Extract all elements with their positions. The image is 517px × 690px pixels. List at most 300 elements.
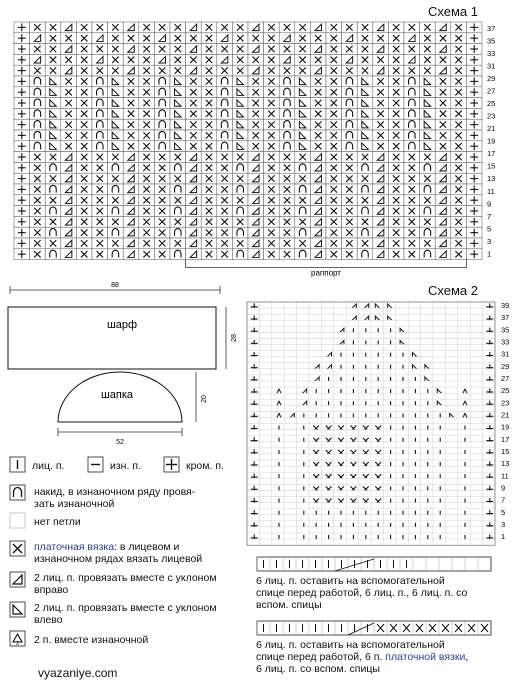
scheme2-cell bbox=[297, 326, 309, 332]
scheme2-cell bbox=[309, 418, 321, 424]
scheme2-cell bbox=[433, 363, 445, 369]
scheme2-cell bbox=[259, 497, 271, 503]
scheme2-cell bbox=[359, 430, 371, 436]
scheme2-cell bbox=[371, 320, 383, 326]
scheme2-cell bbox=[470, 515, 482, 521]
cable2-label: 6 лиц. п. оставить на вспомогательной спице перед работой, 6 п. платочной вязки, 6 лиц. п. со вспом. спицы bbox=[256, 639, 469, 675]
scheme2-cell bbox=[383, 442, 395, 448]
scheme2-cell bbox=[309, 454, 321, 460]
scheme2-cell bbox=[458, 320, 470, 326]
scheme2-cell bbox=[334, 539, 346, 545]
scheme2-cell bbox=[334, 490, 346, 496]
scheme2-cell bbox=[383, 418, 395, 424]
scheme2-cell bbox=[396, 503, 408, 509]
scheme2-cell bbox=[259, 387, 271, 393]
scheme2-cell bbox=[470, 448, 482, 454]
scheme2-cell bbox=[259, 430, 271, 436]
scheme2-cell bbox=[259, 399, 271, 405]
scheme2-cell bbox=[445, 442, 457, 448]
scheme2-cell bbox=[284, 497, 296, 503]
scheme2-cell bbox=[483, 442, 495, 448]
scheme2-cell bbox=[383, 515, 395, 521]
scheme2-cell bbox=[334, 418, 346, 424]
scheme1-row-number: 19 bbox=[487, 136, 496, 146]
scheme2-cell bbox=[408, 515, 420, 521]
scheme2-cell bbox=[321, 490, 333, 496]
scheme2-cell bbox=[408, 430, 420, 436]
cable2-icon bbox=[257, 621, 491, 635]
scheme2-cell bbox=[408, 405, 420, 411]
scheme1-row-number: 13 bbox=[487, 174, 496, 184]
scheme2-cell bbox=[483, 332, 495, 338]
scheme2-cell bbox=[284, 363, 296, 369]
scheme2-cell bbox=[259, 515, 271, 521]
hat-width-label: 52 bbox=[116, 439, 124, 446]
scheme2-cell bbox=[458, 369, 470, 375]
scheme2-cell bbox=[297, 381, 309, 387]
scheme2-cell bbox=[445, 308, 457, 314]
scheme2-cell bbox=[259, 308, 271, 314]
scheme2-cell bbox=[334, 369, 346, 375]
scheme2-cell bbox=[445, 314, 457, 320]
scheme2-cell bbox=[359, 369, 371, 375]
scheme2-cell bbox=[346, 539, 358, 545]
scheme2-cell bbox=[272, 302, 284, 308]
scheme2-cell bbox=[259, 411, 271, 417]
scheme2-cell bbox=[470, 497, 482, 503]
scheme2-cell bbox=[433, 515, 445, 521]
scheme2-cell bbox=[284, 454, 296, 460]
scheme2-cell bbox=[321, 405, 333, 411]
scheme2-cell bbox=[309, 405, 321, 411]
scheme2-cell bbox=[458, 418, 470, 424]
scheme2-cell bbox=[334, 515, 346, 521]
scheme2-cell bbox=[359, 393, 371, 399]
scheme2-cell bbox=[445, 460, 457, 466]
scheme2-cell bbox=[483, 490, 495, 496]
scheme2-cell bbox=[445, 393, 457, 399]
scheme2-cell bbox=[445, 326, 457, 332]
scheme2-cell bbox=[284, 533, 296, 539]
scheme2-cell bbox=[470, 521, 482, 527]
scheme2-cell bbox=[272, 442, 284, 448]
scheme2-cell bbox=[408, 454, 420, 460]
scheme2-cell bbox=[458, 357, 470, 363]
scheme2-cell bbox=[421, 369, 433, 375]
scheme2-cell bbox=[470, 539, 482, 545]
scheme2-cell bbox=[470, 399, 482, 405]
scheme2-cell bbox=[396, 381, 408, 387]
scheme2-cell bbox=[383, 369, 395, 375]
scheme2-cell bbox=[483, 466, 495, 472]
scheme2-cell bbox=[433, 527, 445, 533]
scheme2-cell bbox=[408, 302, 420, 308]
scheme2-cell bbox=[321, 345, 333, 351]
scheme2-cell bbox=[433, 345, 445, 351]
scheme2-cell bbox=[383, 320, 395, 326]
scheme2-cell bbox=[259, 375, 271, 381]
scheme2-cell bbox=[445, 418, 457, 424]
scheme2-cell bbox=[359, 478, 371, 484]
scheme2-cell bbox=[259, 332, 271, 338]
scheme2-cell bbox=[470, 351, 482, 357]
scheme2-cell bbox=[346, 515, 358, 521]
scheme2-cell bbox=[309, 351, 321, 357]
scheme2-cell bbox=[359, 515, 371, 521]
scheme2-cell bbox=[284, 338, 296, 344]
scheme2-cell bbox=[470, 302, 482, 308]
scheme2-cell bbox=[396, 466, 408, 472]
scheme2-cell bbox=[445, 357, 457, 363]
scheme2-cell bbox=[309, 302, 321, 308]
scheme2-cell bbox=[470, 393, 482, 399]
yarnover-icon bbox=[10, 485, 25, 500]
scheme2-cell bbox=[458, 490, 470, 496]
scheme2-cell bbox=[297, 515, 309, 521]
scheme2-cell bbox=[259, 302, 271, 308]
scheme2-cell bbox=[483, 381, 495, 387]
scheme2-cell bbox=[421, 302, 433, 308]
scheme2-cell bbox=[408, 539, 420, 545]
scheme2-cell bbox=[396, 418, 408, 424]
scheme2-cell bbox=[371, 430, 383, 436]
scheme2-cell bbox=[445, 405, 457, 411]
scheme2-cell bbox=[470, 527, 482, 533]
scheme2-cell bbox=[297, 338, 309, 344]
scheme2-cell bbox=[470, 466, 482, 472]
scheme2-cell bbox=[470, 478, 482, 484]
scheme2-cell bbox=[297, 418, 309, 424]
scheme2-cell bbox=[483, 405, 495, 411]
scheme2-cell bbox=[371, 503, 383, 509]
scheme2-cell bbox=[408, 418, 420, 424]
scheme1-row-number: 21 bbox=[487, 124, 496, 134]
scheme2-cell bbox=[259, 539, 271, 545]
scheme2-cell bbox=[458, 539, 470, 545]
scheme2-cell bbox=[445, 387, 457, 393]
scheme2-cell bbox=[259, 320, 271, 326]
scheme2-cell bbox=[470, 430, 482, 436]
scheme2-row-number: 21 bbox=[501, 410, 510, 420]
scheme2-cell bbox=[383, 357, 395, 363]
scheme2-cell bbox=[272, 454, 284, 460]
scheme2-cell bbox=[321, 515, 333, 521]
scheme2-cell bbox=[421, 418, 433, 424]
scheme2-cell bbox=[284, 369, 296, 375]
scheme2-cell bbox=[259, 478, 271, 484]
scheme2-cell bbox=[421, 314, 433, 320]
scheme2-cell bbox=[458, 326, 470, 332]
scheme2-row-number: 15 bbox=[501, 446, 510, 456]
scheme2-cell bbox=[421, 478, 433, 484]
scheme2-cell bbox=[470, 509, 482, 515]
scheme2-cell bbox=[284, 332, 296, 338]
scheme2-cell bbox=[284, 503, 296, 509]
scheme2-cell bbox=[396, 405, 408, 411]
scheme2-cell bbox=[408, 332, 420, 338]
scheme2-cell bbox=[284, 460, 296, 466]
scheme2-cell bbox=[272, 490, 284, 496]
scheme2-cell bbox=[408, 345, 420, 351]
scheme2-cell bbox=[408, 503, 420, 509]
scheme2-cell bbox=[371, 454, 383, 460]
scheme2-cell bbox=[297, 375, 309, 381]
scheme2-cell bbox=[458, 503, 470, 509]
scheme2-cell bbox=[396, 478, 408, 484]
scheme2-cell bbox=[408, 320, 420, 326]
yarnover-label: накид, в изнаночном ряду провя- зать изнаночной bbox=[34, 486, 196, 510]
scheme2-cell bbox=[297, 503, 309, 509]
scheme2-cell bbox=[483, 369, 495, 375]
scheme2-cell bbox=[259, 484, 271, 490]
scheme2-cell bbox=[458, 478, 470, 484]
scheme2-cell bbox=[334, 308, 346, 314]
scheme2-cell bbox=[445, 527, 457, 533]
scheme2-cell bbox=[309, 320, 321, 326]
scheme2-cell bbox=[297, 442, 309, 448]
scheme2-row-number: 27 bbox=[501, 374, 510, 383]
scheme1-row-number: 7 bbox=[487, 211, 492, 221]
scheme2-cell bbox=[297, 302, 309, 308]
scheme2-cell bbox=[458, 405, 470, 411]
scheme2-cell bbox=[272, 393, 284, 399]
scheme2-cell bbox=[458, 454, 470, 460]
scheme2-cell bbox=[408, 442, 420, 448]
cable1-label: 6 лиц. п. оставить на вспомогательной спице перед работой, 6 лиц. п., 6 лиц. п. со вспом. спицы bbox=[256, 575, 468, 611]
scheme2-cell bbox=[284, 393, 296, 399]
scheme2-row-number: 29 bbox=[501, 361, 510, 371]
scheme2-cell bbox=[396, 539, 408, 545]
scheme2-cell bbox=[383, 405, 395, 411]
scheme2-cell bbox=[483, 345, 495, 351]
purl-stitch-icon bbox=[88, 457, 103, 472]
scheme2-cell bbox=[259, 345, 271, 351]
scheme2-cell bbox=[297, 357, 309, 363]
scheme1-row-number: 29 bbox=[487, 74, 496, 84]
p2tog-icon bbox=[10, 631, 25, 647]
scheme2-row-number: 17 bbox=[501, 434, 510, 444]
scheme2-cell bbox=[359, 539, 371, 545]
scheme1-row-number: 17 bbox=[487, 149, 496, 159]
repeat-label: раппорт bbox=[311, 268, 341, 278]
scheme2-cell bbox=[396, 314, 408, 320]
scheme2-cell bbox=[445, 338, 457, 344]
scheme2-cell bbox=[445, 497, 457, 503]
scheme2-cell bbox=[421, 454, 433, 460]
scheme2-cell bbox=[383, 490, 395, 496]
scheme2-cell bbox=[483, 418, 495, 424]
scheme2-cell bbox=[445, 369, 457, 375]
scheme2-cell bbox=[371, 490, 383, 496]
scheme2-cell bbox=[334, 454, 346, 460]
scheme2-cell bbox=[359, 527, 371, 533]
scheme2-cell bbox=[433, 442, 445, 448]
scheme2-cell bbox=[421, 490, 433, 496]
scheme2-cell bbox=[321, 308, 333, 314]
scheme2-cell bbox=[359, 308, 371, 314]
scheme2-cell bbox=[259, 509, 271, 515]
scheme2-cell bbox=[272, 515, 284, 521]
scheme2-cell bbox=[371, 539, 383, 545]
scheme2-cell bbox=[284, 314, 296, 320]
scheme2-cell bbox=[421, 345, 433, 351]
scheme2-cell bbox=[309, 326, 321, 332]
scheme2-cell bbox=[421, 308, 433, 314]
scheme2-cell bbox=[433, 405, 445, 411]
scheme2-cell bbox=[272, 326, 284, 332]
scheme2-cell bbox=[433, 369, 445, 375]
scheme2-cell bbox=[334, 503, 346, 509]
scheme2-cell bbox=[396, 515, 408, 521]
scheme2-cell bbox=[309, 393, 321, 399]
scheme2-row-number: 3 bbox=[501, 519, 506, 529]
scheme2-cell bbox=[421, 466, 433, 472]
scheme2-cell bbox=[259, 357, 271, 363]
scheme2-cell bbox=[445, 509, 457, 515]
scheme2-cell bbox=[284, 509, 296, 515]
scheme2-cell bbox=[259, 363, 271, 369]
scheme2-cell bbox=[458, 515, 470, 521]
scheme2-cell bbox=[297, 363, 309, 369]
scheme2-cell bbox=[445, 381, 457, 387]
scheme2-cell bbox=[483, 515, 495, 521]
scheme2-cell bbox=[383, 381, 395, 387]
scheme2-cell bbox=[433, 393, 445, 399]
scheme2-cell bbox=[445, 472, 457, 478]
scheme2-cell bbox=[284, 326, 296, 332]
scheme2-cell bbox=[383, 332, 395, 338]
scheme2-row-number: 7 bbox=[501, 495, 506, 505]
scarf-height-label: 28 bbox=[231, 334, 238, 342]
scheme2-cell bbox=[284, 515, 296, 521]
scheme2-row-number: 19 bbox=[501, 422, 510, 432]
scheme2-cell bbox=[421, 338, 433, 344]
scheme2-cell bbox=[309, 357, 321, 363]
scheme2-cell bbox=[458, 393, 470, 399]
scheme2-row-number: 13 bbox=[501, 459, 510, 469]
scheme2-cell bbox=[284, 521, 296, 527]
scheme2-cell bbox=[371, 442, 383, 448]
scheme2-cell bbox=[458, 527, 470, 533]
scheme2-cell bbox=[408, 326, 420, 332]
scheme2-cell bbox=[334, 381, 346, 387]
scheme2-cell bbox=[259, 533, 271, 539]
scheme2-cell bbox=[321, 454, 333, 460]
scheme2-cell bbox=[445, 375, 457, 381]
scheme2-cell bbox=[309, 442, 321, 448]
scheme2-cell bbox=[421, 357, 433, 363]
scheme2-cell bbox=[396, 345, 408, 351]
scheme2-cell bbox=[396, 490, 408, 496]
scheme2-cell bbox=[309, 338, 321, 344]
no-stitch-icon bbox=[10, 513, 25, 528]
scheme2-row-number: 35 bbox=[501, 325, 510, 335]
scheme2-cell bbox=[433, 320, 445, 326]
scheme2-cell bbox=[259, 369, 271, 375]
scheme2-cell bbox=[297, 308, 309, 314]
scheme2-cell bbox=[371, 405, 383, 411]
scheme2-cell bbox=[483, 539, 495, 545]
scheme2-cell bbox=[259, 521, 271, 527]
scheme2-cell bbox=[272, 369, 284, 375]
scheme2-cell bbox=[421, 332, 433, 338]
scheme2-cell bbox=[483, 478, 495, 484]
scheme2-cell bbox=[346, 308, 358, 314]
scheme2-cell bbox=[470, 363, 482, 369]
scheme2-cell bbox=[408, 466, 420, 472]
scheme2-cell bbox=[259, 472, 271, 478]
scheme2-row-number: 39 bbox=[501, 301, 510, 311]
scheme2-cell bbox=[334, 314, 346, 320]
scheme2-cell bbox=[297, 345, 309, 351]
scheme2-cell bbox=[284, 405, 296, 411]
scheme2-cell bbox=[321, 430, 333, 436]
scheme2-cell bbox=[433, 314, 445, 320]
scheme2-cell bbox=[272, 478, 284, 484]
scheme2-cell bbox=[396, 320, 408, 326]
scheme2-cell bbox=[284, 375, 296, 381]
scheme2-cell bbox=[483, 527, 495, 533]
scheme2-cell bbox=[346, 478, 358, 484]
scheme2-cell bbox=[334, 466, 346, 472]
scheme2-cell bbox=[334, 393, 346, 399]
scheme2-cell bbox=[272, 332, 284, 338]
scheme2-cell bbox=[309, 490, 321, 496]
scheme2-cell bbox=[346, 345, 358, 351]
scheme2-cell bbox=[458, 363, 470, 369]
scheme2-cell bbox=[309, 381, 321, 387]
scheme2-cell bbox=[334, 527, 346, 533]
k2tog-right-label: 2 лиц. п. провязать вместе с уклоном вправо bbox=[34, 572, 217, 596]
scheme2-cell bbox=[321, 326, 333, 332]
scheme2-cell bbox=[346, 454, 358, 460]
scheme2-cell bbox=[396, 454, 408, 460]
scheme2-cell bbox=[321, 338, 333, 344]
scheme2-cell bbox=[445, 490, 457, 496]
scheme2-cell bbox=[458, 351, 470, 357]
scheme1-row-number: 27 bbox=[487, 86, 496, 96]
scheme2-cell bbox=[359, 405, 371, 411]
scheme2-cell bbox=[470, 405, 482, 411]
knit-label: лиц. п. bbox=[32, 460, 65, 472]
hat-label: шапка bbox=[100, 389, 134, 401]
scheme1-row-number: 11 bbox=[487, 186, 495, 196]
scheme2-row-number: 1 bbox=[501, 532, 506, 542]
scheme2-cell bbox=[433, 466, 445, 472]
scheme2-cell bbox=[445, 448, 457, 454]
scheme2-cell bbox=[483, 393, 495, 399]
scheme2-cell bbox=[272, 338, 284, 344]
scheme1-row-number: 35 bbox=[487, 36, 496, 46]
scheme2-cell bbox=[284, 345, 296, 351]
scheme1-row-number: 33 bbox=[487, 48, 496, 58]
scheme2-cell bbox=[284, 320, 296, 326]
scheme2-cell bbox=[346, 369, 358, 375]
scheme2-cell bbox=[297, 490, 309, 496]
scheme2-cell bbox=[309, 527, 321, 533]
scheme2-cell bbox=[371, 478, 383, 484]
scheme2-cell bbox=[309, 539, 321, 545]
scheme2-cell bbox=[259, 466, 271, 472]
scheme2-row-number: 11 bbox=[501, 471, 509, 481]
scheme2-cell bbox=[284, 436, 296, 442]
scheme2-cell bbox=[458, 308, 470, 314]
scheme2-cell bbox=[408, 308, 420, 314]
scheme2-cell bbox=[421, 527, 433, 533]
scheme2-cell bbox=[371, 357, 383, 363]
scheme2-cell bbox=[458, 332, 470, 338]
scheme2-cell bbox=[284, 430, 296, 436]
